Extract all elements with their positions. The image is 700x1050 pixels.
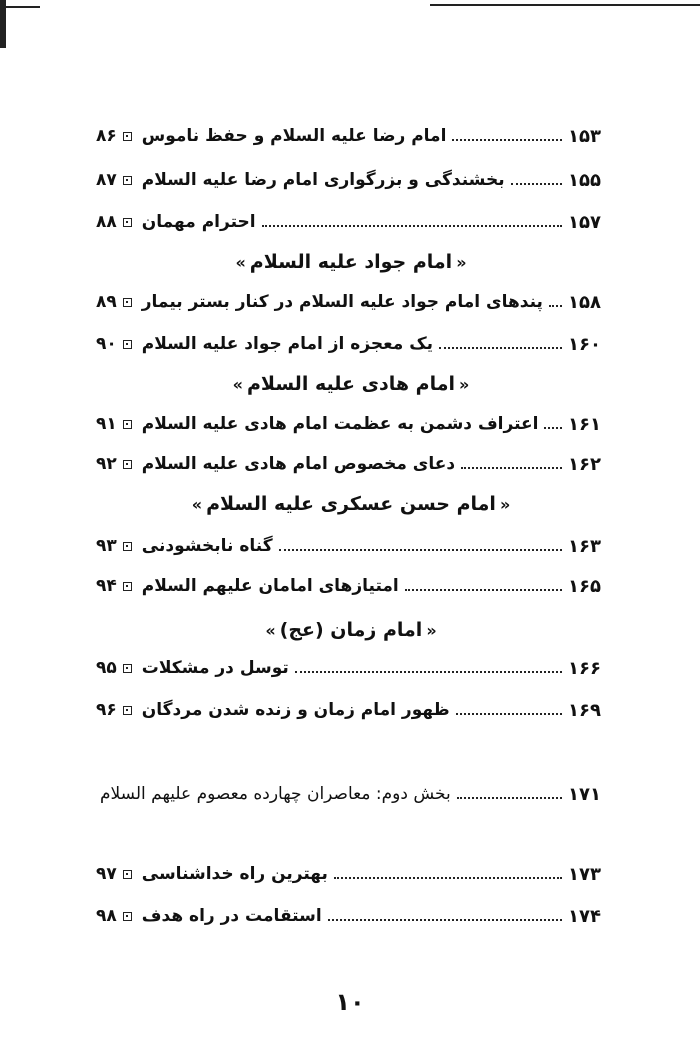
toc-entry[interactable] <box>90 326 612 362</box>
dot-leader <box>262 225 562 227</box>
entry-number: ۹۱ <box>96 414 117 434</box>
entry-title: توسل در مشکلات <box>141 658 289 678</box>
toc-entry[interactable] <box>90 118 612 154</box>
dot-leader <box>456 713 562 715</box>
ornament-right-icon: « <box>265 620 276 640</box>
entry-title: امام رضا علیه السلام و حفظ ناموس <box>141 126 447 146</box>
entry-page: ۱۵۵ <box>568 169 601 191</box>
section-heading <box>90 366 612 402</box>
toc-entry[interactable] <box>90 446 612 482</box>
entry-title: بهترین راه خداشناسی <box>141 864 328 884</box>
section-title: امام جواد علیه السلام <box>249 251 453 273</box>
entry-page: ۱۶۲ <box>568 453 601 475</box>
entry-title: استقامت در راه هدف <box>141 906 322 926</box>
top-rule <box>430 4 700 6</box>
entry-title: یک معجزه از امام جواد علیه السلام <box>141 334 433 354</box>
dot-leader <box>452 139 562 141</box>
dot-leader <box>439 347 562 349</box>
toc-entry[interactable] <box>90 856 612 892</box>
entry-number: ۹۰ <box>96 334 117 354</box>
square-bullet-icon <box>123 870 132 879</box>
ornament-right-icon: « <box>232 374 243 394</box>
entry-title: گناه نابخشودنی <box>141 536 273 556</box>
dot-leader <box>511 183 562 185</box>
dot-leader <box>457 797 562 799</box>
entry-number: ۹۳ <box>96 536 117 556</box>
ornament-left-icon: » <box>426 620 437 640</box>
entry-page: ۱۶۰ <box>568 333 601 355</box>
entry-number: ۹۶ <box>96 700 117 720</box>
entry-page: ۱۶۳ <box>568 535 601 557</box>
entry-title: دعای مخصوص امام هادی علیه السلام <box>141 454 456 474</box>
entry-page: ۱۶۹ <box>568 699 601 721</box>
entry-number: ۹۴ <box>96 576 117 596</box>
entry-page: ۱۶۱ <box>568 413 601 435</box>
entry-page: ۱۷۳ <box>568 863 601 885</box>
toc-entry[interactable] <box>90 162 612 198</box>
dot-leader <box>544 427 562 429</box>
entry-page: ۱۵۸ <box>568 291 601 313</box>
toc-entry[interactable] <box>90 406 612 442</box>
dot-leader <box>549 305 562 307</box>
ornament-right-icon: « <box>235 252 246 272</box>
entry-number: ۹۲ <box>96 454 117 474</box>
dot-leader <box>334 877 562 879</box>
entry-page: ۱۶۶ <box>568 657 601 679</box>
toc-entry[interactable] <box>90 568 612 604</box>
square-bullet-icon <box>123 298 132 307</box>
entry-title: پندهای امام جواد علیه السلام در کنار بستر بیمار <box>141 292 543 312</box>
entry-page: ۱۶۵ <box>568 575 601 597</box>
entry-title: بخشندگی و بزرگواری امام رضا علیه السلام <box>141 170 505 190</box>
entry-number: ۹۸ <box>96 906 117 926</box>
square-bullet-icon <box>123 340 132 349</box>
entry-number: ۸۸ <box>96 212 117 232</box>
toc-entry[interactable] <box>90 528 612 564</box>
dot-leader <box>295 671 562 673</box>
dot-leader <box>405 589 562 591</box>
ornament-left-icon: » <box>459 374 470 394</box>
square-bullet-icon <box>123 176 132 185</box>
entry-number: ۸۷ <box>96 170 117 190</box>
page-number: ۱۰ <box>335 988 365 1016</box>
dot-leader <box>328 919 562 921</box>
part-title: بخش دوم: معاصران چهارده معصوم علیهم السلام <box>100 784 451 804</box>
entry-page: ۱۷۱ <box>568 783 601 805</box>
section-heading <box>90 486 612 522</box>
section-title: امام زمان (عج) <box>279 619 423 641</box>
entry-page: ۱۵۷ <box>568 211 601 233</box>
toc-entry[interactable] <box>90 692 612 728</box>
entry-title: احترام مهمان <box>141 212 256 232</box>
square-bullet-icon <box>123 218 132 227</box>
ornament-right-icon: « <box>191 494 203 514</box>
section-heading <box>90 612 612 648</box>
dot-leader <box>461 467 562 469</box>
entry-number: ۹۷ <box>96 864 117 884</box>
toc-entry[interactable] <box>90 650 612 686</box>
square-bullet-icon <box>123 542 132 551</box>
square-bullet-icon <box>123 706 132 715</box>
entry-number: ۸۶ <box>96 126 117 146</box>
toc-entry[interactable] <box>90 284 612 320</box>
entry-number: ۹۵ <box>96 658 117 678</box>
part-entry[interactable] <box>90 776 612 812</box>
entry-title: ظهور امام زمان و زنده شدن مردگان <box>141 700 450 720</box>
entry-title: امتیازهای امامان علیهم السلام <box>141 576 399 596</box>
square-bullet-icon <box>123 664 132 673</box>
square-bullet-icon <box>123 912 132 921</box>
square-bullet-icon <box>123 582 132 591</box>
ornament-left-icon: » <box>456 252 467 272</box>
ornament-left-icon: » <box>499 494 511 514</box>
entry-number: ۸۹ <box>96 292 117 312</box>
square-bullet-icon <box>123 460 132 469</box>
dot-leader <box>279 549 562 551</box>
entry-page: ۱۷۴ <box>568 905 601 927</box>
section-title: امام هادی علیه السلام <box>247 373 455 395</box>
section-title: امام حسن عسکری علیه السلام <box>206 493 496 515</box>
square-bullet-icon <box>123 132 132 141</box>
toc-entry[interactable] <box>90 204 612 240</box>
binding-mark-line <box>0 6 40 8</box>
square-bullet-icon <box>123 420 132 429</box>
entry-page: ۱۵۳ <box>568 125 601 147</box>
entry-title: اعتراف دشمن به عظمت امام هادی علیه السلام <box>141 414 539 434</box>
section-heading <box>90 244 612 280</box>
toc-entry[interactable] <box>90 898 612 934</box>
